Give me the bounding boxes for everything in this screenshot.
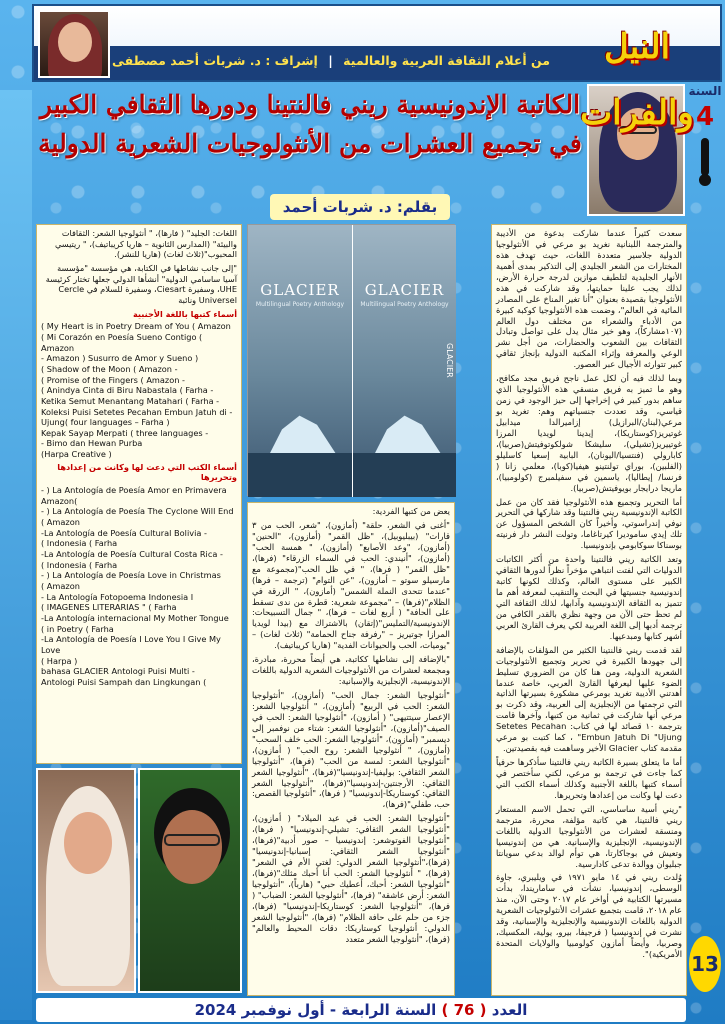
edited-book-title: - La Antología Fotopoema Indonesia I [41, 591, 194, 602]
edited-book-title: -La Antología internacional My Mother Tongue [41, 612, 229, 623]
paragraph: "بالإضافة إلى نشاطها ككاتبة، هي أيضاً محررة، مبادرة، ومجمعة لعشرات من الأنثولوجيات الشعرية الدولية باللغات الإندونيسية، الإنجليزية والإسبانية: [252, 654, 450, 687]
book-title: Ujung( four languages – Farha ) [41, 417, 170, 428]
book-spine-title: GLACIER [445, 343, 454, 378]
paragraph: "أغنى في الشعر، حلقة" (أمازون)، "شعر، الحب من ٣ قارات" (بيبليوبيل)، "ظل القمر" (أمازون)، "الحنين" (أمازون)، "وعد الأصابع" (أمازون)، " همسة الحب" (أمازون)، "أنيندي: الحب في السماء الزرقاء" (فرها)، "ظل القمر" ( فرها)، " في ظل الحب"(مجموعة مع مارسيلو سوتو – أمازون)، "عن التوام" (ترجمة – فرها) "عندما تتحدى النملة الشمس" (أمازون)، " الزرقة في الظلام"(فرها) – "مجموعة شعرية: قطرة من ندى تسقط على الحافة" ( أربع لغات – فرها)، " جمال التسبيحات: الإندونيسية/التمليس"(إتقان) بالاشتراك مع (بيدا لويديا المرازا جوتيريز – "رفرفة جناح الحمامة" (ثلاث لغات) – "يوميات، الحب والحيوانات الفدية" (هاريا كريباتيف). [252, 519, 450, 651]
paragraph: سعدت كثيراً عندما شاركت بدعوة من الأديبة والمترجمة اللبنانية نغريد بو مرعي في الأنثولوجيا الدولية جلاسير متعددة اللغات، حيث تهدف هذه المختارات من الشعر الجليدي إلى التذكير بمدى أهمية الأنهار الجليدية لتلطيف موازين لدرجة حرارة الأرض، لذلك يجب علينا حمايتها، وقد شاركت في هذه الأنثولوجيا بقصيدة بعنوان "أنا تغير المناخ على المصادر المائية في العالم"، وضمت هذه الأنثولوجيا كوكبة كبيرة من الأدباء والشعراء من مختلف دول العالم (١٠٧مشاركاً)، وهو خير مثال يدل على تواصل وتبادل الثقافات بين الشعوب والحضارات، من أجل نشر الوعي والمعرفة وإثراء المكتبة الدولية بإنجاز ثقافي كبير تتوارثه الأجيال عبر العصور. [496, 228, 682, 370]
sea-shape [353, 453, 456, 497]
book-title: ( Anindya Cinta di Biru Nabastala ( Farha - [41, 385, 214, 396]
edited-book-title: Amazon( [41, 495, 78, 506]
book-back-title: GLACIER [260, 281, 340, 299]
year-number: 4 [695, 102, 715, 132]
book-back-subtitle: Multilingual Poetry Anthology [255, 301, 345, 308]
book-title: Ketika Semut Menantang Matahari ( Farha - [41, 395, 220, 406]
edited-book-title: ( Amazon [41, 517, 80, 528]
book-title: Kepak Sayap Merpati ( three languages - [41, 427, 209, 438]
edited-book-title: - ) La Antología de Poesía Love in Christmas [41, 570, 221, 581]
book-title: ( Mi Corazón en Poesía Sueno Contigo ( Amazon [41, 331, 203, 353]
iceberg-shape [373, 411, 443, 457]
paragraph: وبما لذلك فيه أن لكل عمل ناجح فريق مجد مكافح، وهو ما تميز به فريق منسقي هذه الأنثولوجيا الذي ساهم بدور كبير في إخراجها إلى حيز الوجود في زمن قياسي، وقد تعددت جنسياتهم وهم: تغريد بو مرعي(لبنان/البرازيل) إزاميرالدا ميدابيل غوتيريز(كوستاريكا)، إيدينا لويديا المرزا غوتييريز(تشيلي)، سليشكا شولكوتوفيتش(صربيا)، كابارولي (فنتسيا/اليونان)، البابية إسعيا كاسليلو (الفلبين)، بوراي تولنتينو هيفيا(كوبا)، معلمي زانا ( فرنسا/ إيطاليا)، ياسمين في سفيلمبرج (كولومبيا)، ماريجا درايجار بويوفيتش(صربيا). [496, 373, 682, 493]
paragraph: أما التحرير وتجميع هذه الأنثولوجيا فقد كان من عمل الكاتبة الإندونيسية ريني فالنتينا وقد شاركها في التحرير نوفي إندراسوتي، وأخيراً كان الشخص المسؤول عن تلك إيدي ساموديرا كيرتاغاما، وتولت النشر دار فرنيته بوسناكا سوكابومي بإندونيسيا. [496, 496, 682, 551]
book-title: - Amazon ) Susurro de Amor y Sueno ) [41, 353, 199, 364]
book-title: (Harpa Creative ) [41, 449, 112, 460]
portrait-face [162, 810, 222, 884]
paragraph: وُلدت ريني في ١٤ مايو ١٩٧١ في ويليبري، جاوة الوسطى، إندونيسيا، نشأت في ساماريندا، بدأت مسيرتها الكتابية في أواخر عام ٢٠١٧ وحتى الآن، منذ عام ٢٠١٨، قامت بتجميع عشرات الأنثولوجيات الشعرية الدولية باللغات الإندونيسية والإنجليزية والإسبانية، وقد نشرت في إندونيسيا ( فرجيفا، بيرو، يولية، المكسيك، وصربيا، وأيضاً أمازون كولومبيا والولايات المتحدة الأمريكية)". [496, 872, 683, 959]
iceberg-shape [268, 411, 338, 457]
header-separator: | [328, 53, 333, 68]
paragraph: لقد قدمت ريني فالنتينا الكثير من المؤلفات بالإضافة إلى جهودها الكبيرة في تحرير وتجميع الأنثولوجيات الشعرية الدولية، ومن هنا كان من الضروري تسليط الضوء عليها ليعرفها القارئ العربي، خاصة عندما أهدتني الأديبة تغريد بومرعي مشكورة بسيرتها الذاتية التي ترجمتها من الإنجليزية إلى العربية، وقد ذكرت بو مرعي أنها شاركت في ثمانية من كتبها، وآخرها قامت بترجمة ١٠ قصائد لها في كتاب: Setetes Pecahan Embun Jatuh Di "Ujung" ، كما كتبت بو مرعي مقدمة كتاب Glacier الأخير وساهمت فيه بقصيدتين. [496, 644, 683, 754]
book-title: ( Shadow of the Moon ( Amazon - [41, 363, 178, 374]
edited-book-title: -La Antología de Poesía Cultural Costa Rica - [41, 549, 223, 560]
paragraph: "أنثولوجيا الشعر: جمال الحب" (أمازون)، "أنثولوجيا الشعر: الحب في الربيع" (أمازون)، " أنثولوجيا الشعر: الإعصار سيتتيهى" ( أمازون)، "أنثولوجيا الشعر: الحب في الصيف"(أمازون)، "أنثولوجيا الشعر: شتاء من نوفمبر إلى ديسمبر" (أمازون)، "أنثولوجيا الشعر: الحب خلف السحب" (أمازون)، " أنثولوجيا الشعر: روح الحب" ( أمازون)، "أنثولوجيا الشعر: لمسة من الحب" (فرها)، "أنثولوجيا الشعر الثقافي: بوليفيا-إندونيسيا"(فرها)، "أنثولوجيا الشعر الثقافي: الأرجنتين-إندونيسيا"(فرها)، "أنثولوجيا الشعر الثقافي: كوستاريكا-إندونيسيا" ( فرها)، "أنثولوجيا القصص: حب، طفلي"(فرها)، [252, 690, 450, 810]
edited-book-title: -La Antología de Poesía Cultural Bolivia - [41, 527, 207, 538]
page-number-badge: 13 [689, 936, 721, 992]
paragraph: "أنثولوجيا الشعر: الحب في عيد الميلاد" ( أمازون)، "أنثولوجيا الشعر الثقافي: تشيلي-إندونيسيا" ( فرها)، "أنثولوجيا الفوتوشعر: إندونيسيا – صور أدبية"(فرها)، "أنثولوجيا الشعر الثقافي: إسبانيا-إندونيسيا" (فرها)،"أنثولوجيا الشعر الدولي: لغتي الأم في الشعر" (فرها)، " أنثولوجيا الشعر: الحب أنا أحبك مثلك"(فرها)، "أنثولوجيا الشعر: أحبك، أعطيك حبي" (هارباً)، "أنثولوجيا الشعر: أرض عاشقة" (فرها)، "أنثولوجيا الشعر: الضباب" ( فرها)، "أنثولوجيا الشعر: كوستاريكا-إندونيسيا" (فرها)، جزء من حلم على حافة الظلام" (فرها)، "أنثولوجيا الشعر الدولي: أنثولوجيا كوستاريكا: دقات المحيط والعالم" (فرها)، "أنثولوجيا الشعر متعدد [252, 813, 450, 944]
issue-date: السنة الرابعة - أول نوفمبر 2024 [194, 1001, 437, 1019]
book-back-cover [248, 225, 352, 497]
glacier-book-cover [247, 224, 455, 496]
edited-book-title: -La Antología de Poesía I Love You I Give My Love [41, 634, 221, 655]
issue-footer [36, 998, 686, 1022]
article-column-middle [247, 502, 455, 996]
paragraph: أما ما يتعلق بسيرة الكاتبة ريني فالنتينا سأذكرها حرفياً كما جاءت في ترجمة بو مرعي، لكني سأختصر في أسماء كتبها باللغة الأجنبية وكذلك أسماء الكتب التي دعت لها وكانت من إعدادها وتحريرها. [496, 757, 682, 800]
book-front-cover [352, 225, 456, 497]
edited-book-title: ( Harpa ) [41, 655, 78, 666]
book-title: ( Promise of the Fingers ( Amazon - [41, 374, 185, 385]
book-title: Koleksi Puisi Setetes Pecahan Embun Jatuh di - [41, 406, 233, 417]
book-front-title: GLACIER [364, 281, 445, 299]
article-title-line1: الكاتبة الإندونيسية ريني فالنتينا ودورها الثقافي الكبير [39, 90, 581, 119]
paragraph: "ريني أسية ساساسي، التي تحمل الاسم المستعار ريني فالنتينا، هي كاتبة مؤلفة، محررة، مترجمة ومنسقة لعشرات من الأنثولوجيا الدولية باللغات الإندونيسية، الإنجليزية والإسبانية. هي من إندونيسيا وتعيش في بوجاكارتا، هي توأم لوالد بدعي سويانتا جبليوان ووالدة تدعى كادارسية. [496, 803, 682, 869]
magazine-logo: النيل والفرات [580, 27, 694, 133]
supervisor-photo [38, 10, 110, 78]
article-column-right [491, 224, 687, 996]
edited-book-title: ( Indonesia ( Farha [41, 538, 118, 549]
issue-number: ( 76 ) [441, 1001, 487, 1019]
edited-book-title: ( Indonesia ( Farha [41, 559, 118, 570]
own-books-heading: أسماء كتبها باللغة الأجنبية [132, 308, 237, 319]
edited-books-heading: أسماء الكتب التي دعت لها وكانت من إعدادها وتحريرها [57, 461, 237, 483]
paragraph: "إلى جانب نشاطها في الكتابة، هي مؤسسة "مؤسسة آسيا ساسامي الدولية" أنشأها الدولي جعلها تختار كرئيسة UHE، وسفيرة Ciesart، وسفيرة للسلام في Cercle Universel ونائبة [45, 262, 237, 305]
pin-icon [701, 138, 709, 176]
supervisor-face [58, 22, 92, 62]
edited-book-title: ( in Poetry ( Farha [41, 623, 114, 634]
edited-book-title: ( IMAGENES LITERARIAS " ( Farha [41, 602, 177, 613]
edited-book-title: bahasa GLACIER Antologi Puisi Multi - [41, 666, 195, 677]
header-subtitle: من أعلام الثقافة العربية والعالمية [343, 53, 550, 68]
sea-shape [248, 453, 352, 497]
year-label: السنة [688, 84, 722, 98]
portrait-glasses [164, 834, 220, 846]
edited-book-title: - ) La Antología de Poesía The Cyclone Will End [41, 506, 234, 517]
paragraph: اللغات: الجليد" ( فارها)، " أنثولوجيا الشعر: الثقافات والبيئة" (المدارس الثانوية – هاريا كريباتيف)، " ريتيسي المحبوب"(ثلاث لغات) (هاريا للنشر). [54, 228, 237, 260]
paragraph: يعض من كتبها الفردية: [372, 506, 450, 516]
book-title: - Bimo dan Hewan Purba [41, 438, 143, 449]
header-supervision: إشراف : د. شربات أحمد مصطفى [111, 53, 318, 68]
edited-book-title: ( Amazon [41, 581, 80, 591]
header-subtitle-line [111, 53, 550, 68]
edited-book-title: Antologi Puisi Sampah dan Lingkungan ( [41, 676, 207, 687]
book-front-subtitle: Multilingual Poetry Anthology [360, 301, 449, 308]
paragraph: وتعد الكاتبة ريني فالنتينا واحدة من أكثر الكاتبات الدوليات التي لفتت انتباهي مؤخراً نظراً لدورها الثقافي الكبير على مستوى العالم، وكذلك لكونها كاتبة إندونيسية جنسيتها في البحث والتنقيب لمعرفة أهم ما تتميز به الثقافة الإندونيسية وآدابها، لذلك الثقافة التي لم تحظ حتى الآن من وجهة نظري بالقدر الكافي من ترجمة أدبها إلى اللغة العربية لكي يعرف القارئ العربي أشهر كتابها ومبدعيها. [496, 554, 682, 641]
pin-ball-icon [699, 174, 711, 186]
portrait-photo-2 [138, 768, 242, 993]
article-column-left [36, 224, 242, 764]
portrait-face [64, 812, 112, 874]
portrait-photo-1 [36, 768, 136, 993]
book-title: ( My Heart is in Poetry Dream of You ( Amazon [41, 321, 231, 332]
article-title-line2: في تجميع العشرات من الأنثولوجيات الشعرية الدولية [38, 129, 582, 158]
article-byline: بقلم: د. شربات أحمد [270, 194, 450, 220]
edited-book-title: - ) La Antología de Poesía Amor en Primavera [41, 485, 227, 496]
issue-label: العدد [491, 1001, 528, 1019]
left-water-strip [0, 90, 32, 1020]
